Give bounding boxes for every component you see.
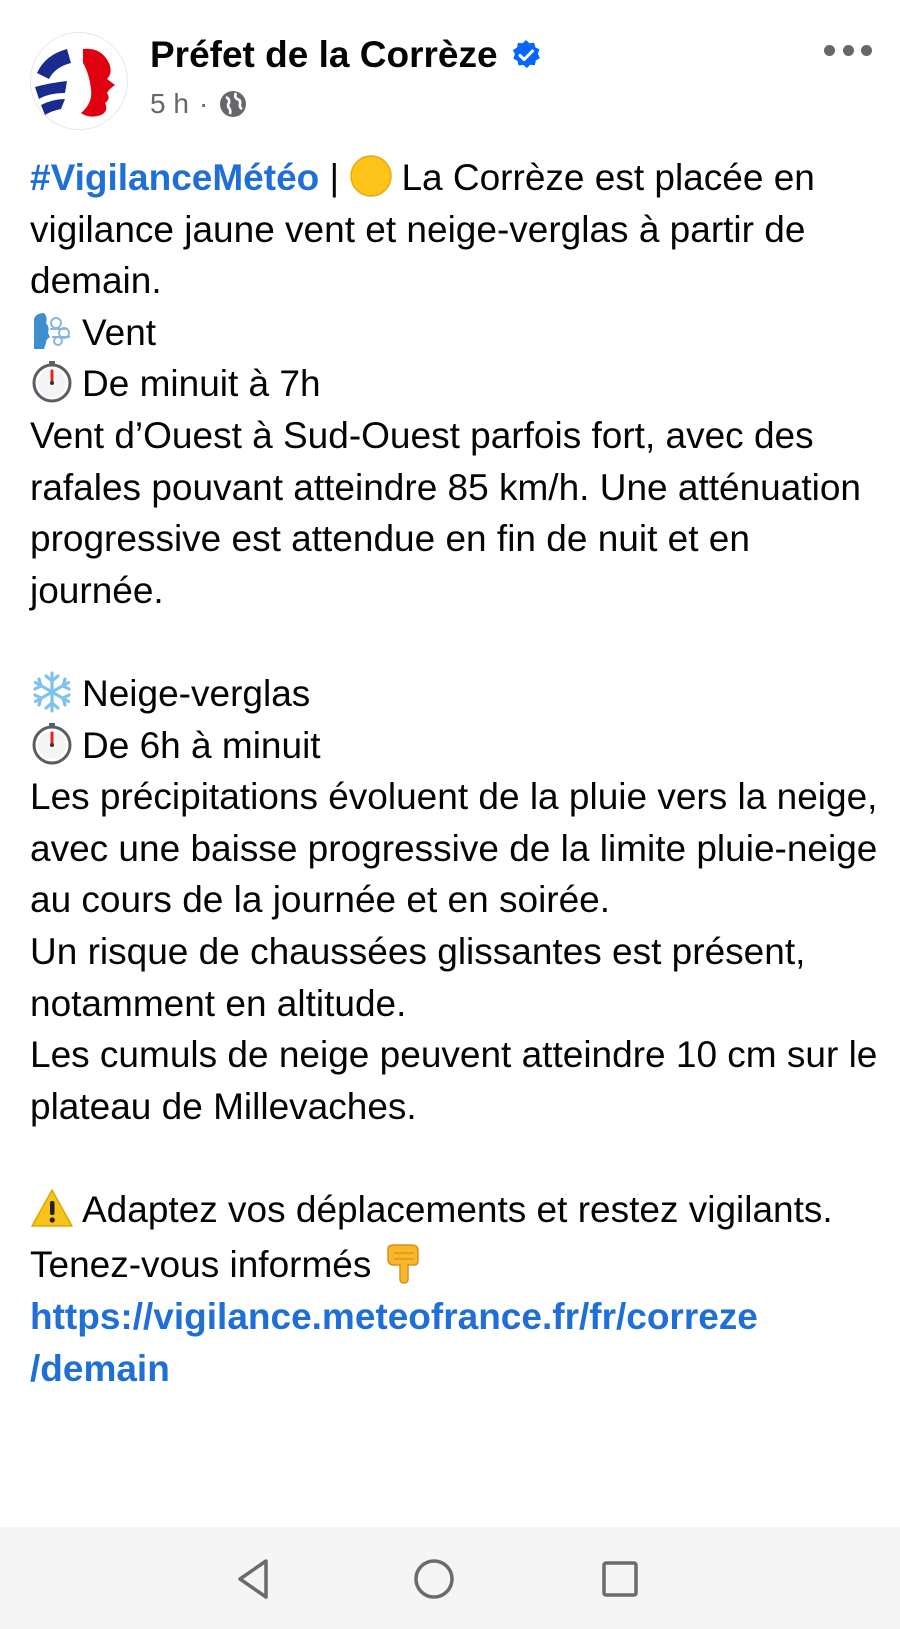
post-time[interactable]: 5 h (150, 88, 189, 119)
blank-line (30, 616, 880, 668)
info-text: Tenez-vous informés (30, 1244, 372, 1286)
stopwatch-emoji (30, 722, 74, 766)
warning-emoji (30, 1186, 74, 1230)
system-navigation-bar (0, 1527, 900, 1629)
verified-badge-icon (510, 39, 542, 71)
post-header (0, 0, 900, 140)
page-name[interactable] (150, 34, 542, 76)
back-triangle-icon[interactable] (230, 1555, 278, 1603)
marianne-logo-icon (31, 33, 127, 129)
wind-time-line (30, 358, 880, 410)
blank-line (30, 1132, 880, 1184)
snow-time-line (30, 720, 880, 772)
more-options-button[interactable] (824, 38, 872, 62)
hashtag-link[interactable]: #VigilanceMétéo (30, 157, 320, 198)
more-dot (824, 45, 835, 56)
meta-separator: · (198, 88, 209, 119)
link-part-1[interactable]: https://vigilance.meteofrance.fr/fr/correze (30, 1296, 758, 1338)
snow-title: Neige-verglas (82, 672, 311, 714)
link-line (30, 1291, 880, 1394)
snow-description-3: Les cumuls de neige peuvent atteindre 10 cm sur le plateau de Millevaches. (30, 1034, 878, 1127)
more-dot (843, 45, 854, 56)
intro-text: La Corrèze est placée en vigilance jaune vent et neige-verglas à partir de demain. (30, 157, 815, 302)
recents-square-icon[interactable] (596, 1555, 644, 1603)
wind-title-line (30, 307, 880, 359)
divider-text: | (319, 157, 350, 198)
post-meta (150, 88, 248, 120)
intro-paragraph (30, 152, 880, 307)
wind-time: De minuit à 7h (82, 363, 321, 405)
warning-text: Adaptez vos déplacements et restez vigilants. (82, 1188, 833, 1230)
page-avatar[interactable] (30, 32, 128, 130)
meteofrance-link[interactable] (30, 1296, 758, 1389)
yellow-circle-emoji (349, 154, 393, 198)
snow-time: De 6h à minuit (82, 724, 321, 766)
page-name-text[interactable]: Préfet de la Corrèze (150, 34, 498, 75)
wind-face-emoji (30, 309, 74, 353)
post-text (30, 152, 880, 1394)
snow-description-2: Un risque de chaussées glissantes est présent, notamment en altitude. (30, 930, 806, 1024)
info-line (30, 1239, 880, 1291)
snowflake-emoji (30, 670, 74, 714)
globe-icon[interactable] (218, 89, 248, 119)
warning-line (30, 1184, 880, 1236)
wind-title: Vent (82, 311, 157, 353)
stopwatch-emoji (30, 360, 74, 404)
wind-description: Vent d’Ouest à Sud-Ouest parfois fort, avec des rafales pouvant atteindre 85 km/h. Une atténuation progressive est attendue en fin de nuit et en journée. (30, 414, 861, 611)
more-dot (861, 45, 872, 56)
snow-title-line (30, 668, 880, 720)
link-part-2[interactable]: /demain (30, 1347, 170, 1389)
backhand-pointing-down-emoji (382, 1241, 426, 1285)
snow-description-1: Les précipitations évoluent de la pluie vers la neige, avec une baisse progressive de la limite pluie-neige au cours de la journée et en soirée. (30, 776, 878, 921)
home-circle-icon[interactable] (410, 1555, 458, 1603)
